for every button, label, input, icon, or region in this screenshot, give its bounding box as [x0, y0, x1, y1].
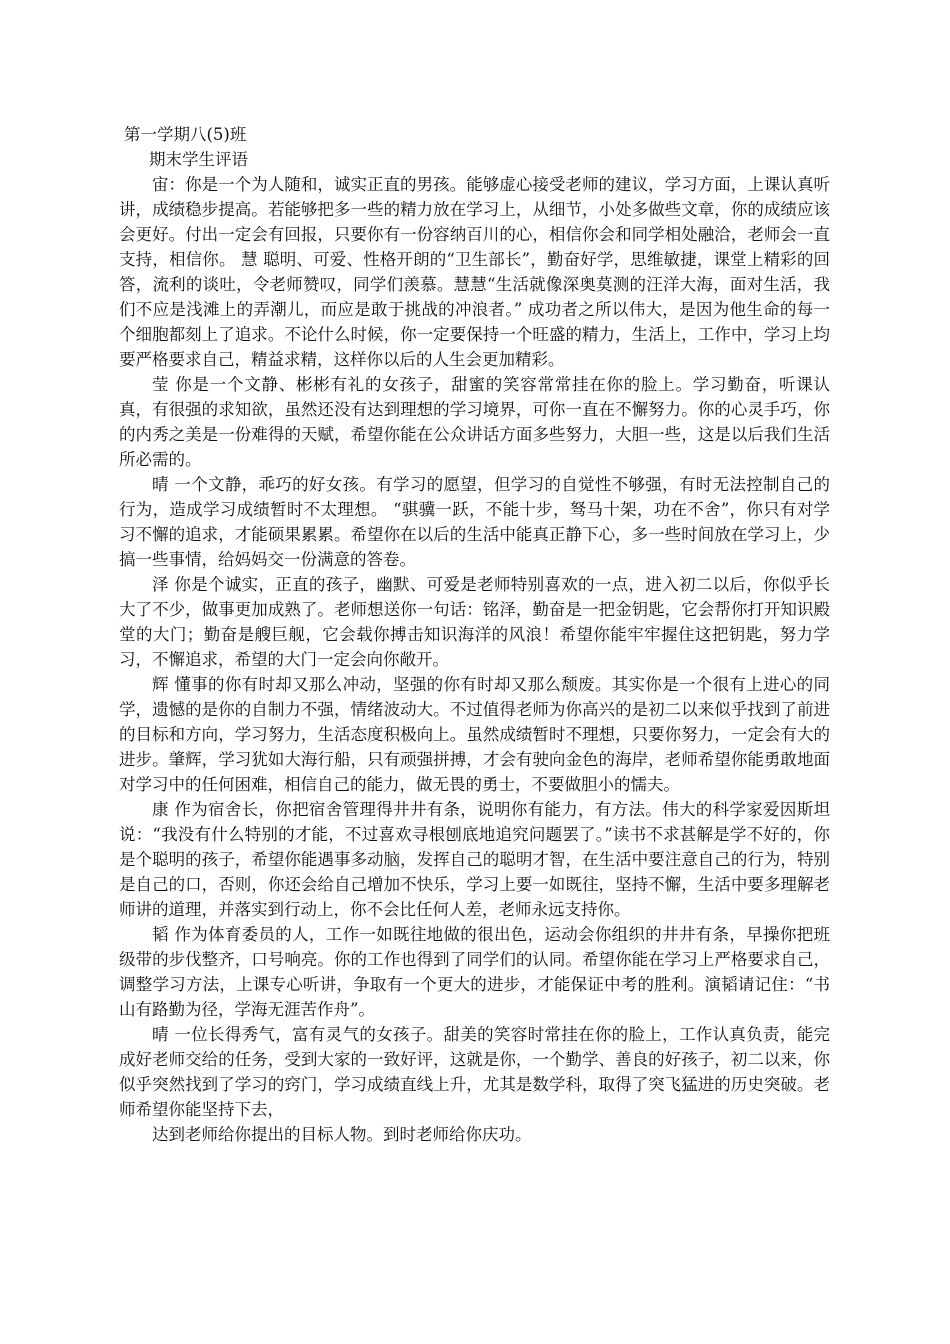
document-page [119, 122, 830, 1147]
class-title: 第一学期八(5)班 [124, 125, 247, 144]
comment-paragraph: 晴 一个文静，乖巧的好女孩。有学习的愿望，但学习的自觉性不够强，有时无法控制自己的行为，造成学习成绩暂时不太理想。 “骐骥一跃，不能十步，驽马十架，功在不舍”，你只有对学习不懈的追求，才能硕果累累。希望你在以后的生活中能真正静下心，多一些时间放在学习上，少搞一些事情，给妈妈交一份满意的答卷。 [119, 475, 830, 569]
document-title: 期末学生评语 [149, 150, 248, 169]
comment-paragraph: 宙：你是一个为人随和，诚实正直的男孩。能够虚心接受老师的建议，学习方面，上课认真听讲，成绩稳步提高。若能够把多一些的精力放在学习上，从细节，小处多做些文章，你的成绩应该会更好。付出一定会有回报，只要你有一份容纳百川的心，相信你会和同学相处融洽，老师会一直支持，相信你。 慧 聪明、可爱、性格开朗的“卫生部长”，勤奋好学，思维敏捷，课堂上精彩的回答，流利的谈吐，令老师赞叹，同学们羡慕。慧慧“生活就像深奥莫测的汪洋大海，面对生活，我们不应是浅滩上的弄潮儿，而应是敢于挑战的冲浪者。” 成功者之所以伟大，是因为他生命的每一个细胞都刻上了追求。不论什么时候，你一定要保持一个旺盛的精力，生活上，工作中，学习上均要严格要求自己，精益求精，这样你以后的人生会更加精彩。 [119, 175, 830, 369]
comment-paragraph: 康 作为宿舍长，你把宿舍管理得井井有条，说明你有能力，有方法。伟大的科学家爱因斯坦说：“我没有什么特别的才能，不过喜欢寻根刨底地追究问题罢了。”读书不求甚解是学不好的，你是个聪明的孩子，希望你能遇事多动脑，发挥自己的聪明才智，在生活中要注意自己的行为，特别是自己的口，否则，你还会给自己增加不快乐，学习上要一如既往，坚持不懈，生活中要多理解老师讲的道理，并落实到行动上，你不会比任何人差，老师永远支持你。 [119, 800, 830, 919]
comment-paragraph: 辉 懂事的你有时却又那么冲动，坚强的你有时却又那么颓废。其实你是一个很有上进心的同学，遗憾的是你的自制力不强，情绪波动大。不过值得老师为你高兴的是初二以来似乎找到了前进的目标和方向，学习努力，生活态度积极向上。虽然成绩暂时不理想，只要你努力，一定会有大的进步。肇辉，学习犹如大海行船，只有顽强拼搏，才会有驶向金色的海岸，老师希望你能勇敢地面对学习中的任何困难，相信自己的能力，做无畏的勇士，不要做胆小的懦夫。 [119, 675, 830, 794]
comment-paragraph: 泽 你是个诚实，正直的孩子，幽默、可爱是老师特别喜欢的一点，进入初二以后，你似乎长大了不少，做事更加成熟了。老师想送你一句话：铭泽，勤奋是一把金钥匙，它会帮你打开知识殿堂的大门；勤奋是艘巨舰，它会载你搏击知识海洋的风浪！希望你能牢牢握住这把钥匙，努力学习，不懈追求，希望的大门一定会向你敞开。 [119, 575, 830, 669]
comment-paragraph: 韬 作为体育委员的人，工作一如既往地做的很出色，运动会你组织的井井有条，早操你把班级带的步伐整齐，口号响亮。你的工作也得到了同学们的认同。希望你能在学习上严格要求自己，调整学习方法，上课专心听讲，争取有一个更大的进步，才能保证中考的胜利。演韬请记住：“书山有路勤为径，学海无涯苦作舟”。 [119, 925, 830, 1019]
closing-paragraph: 达到老师给你提出的目标人物。到时老师给你庆功。 [152, 1125, 532, 1144]
comment-paragraph: 晴 一位长得秀气，富有灵气的女孩子。甜美的笑容时常挂在你的脸上，工作认真负责，能完成好老师交给的任务，受到大家的一致好评，这就是你，一个勤学、善良的好孩子，初二以来，你似乎突然找到了学习的窍门，学习成绩直线上升，尤其是数学科，取得了突飞猛进的历史突破。老师希望你能坚持下去， [119, 1025, 830, 1119]
comment-paragraph: 莹 你是一个文静、彬彬有礼的女孩子，甜蜜的笑容常常挂在你的脸上。学习勤奋，听课认真，有很强的求知欲，虽然还没有达到理想的学习境界，可你一直在不懈努力。你的心灵手巧，你的内秀之美是一份难得的天赋，希望你能在公众讲话方面多些努力，大胆一些，这是以后我们生活所必需的。 [119, 375, 830, 469]
